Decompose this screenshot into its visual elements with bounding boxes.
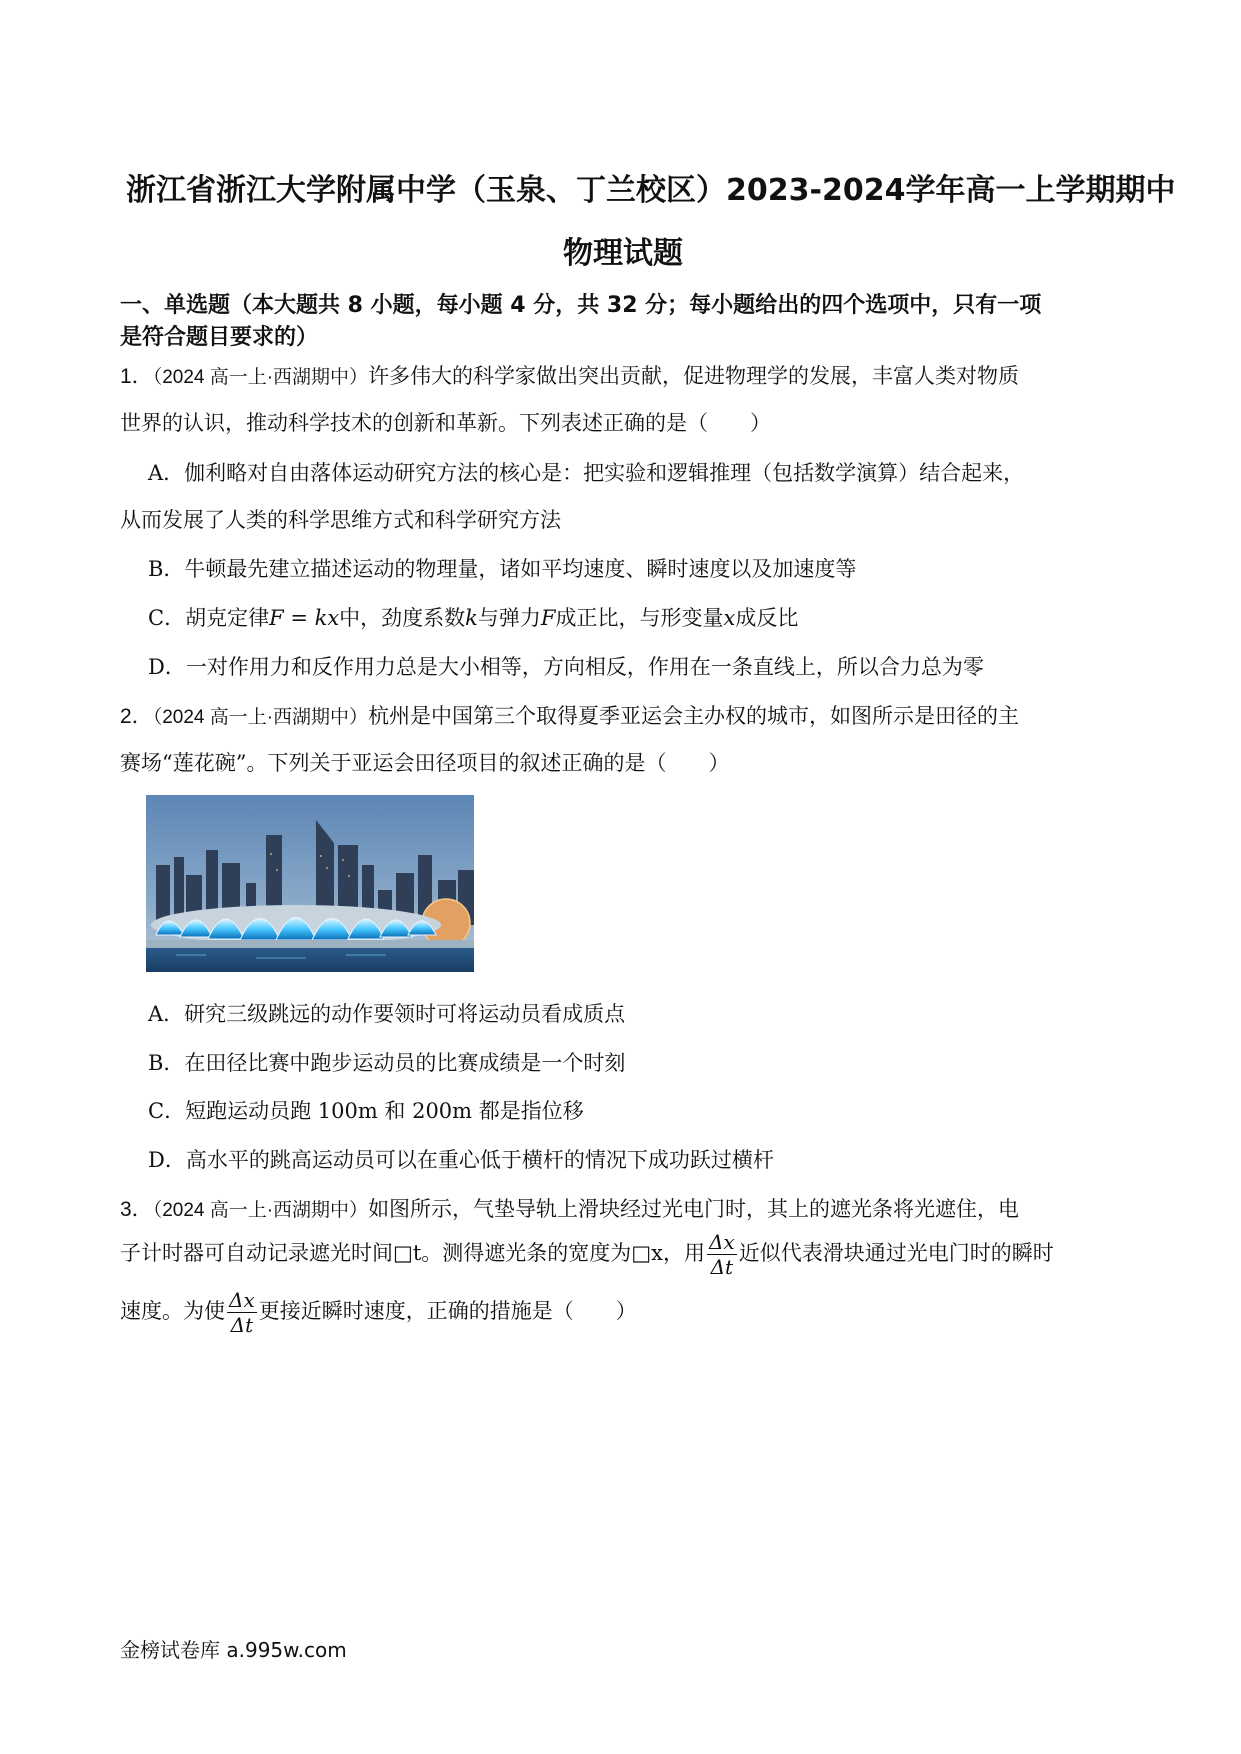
- fraction-denominator: Δt: [230, 1313, 254, 1337]
- question-stem-text: 近似代表滑块通过光电门时的瞬时: [738, 1241, 1054, 1265]
- hooke-law-formula: F = kx: [269, 606, 340, 630]
- question-number: 2．: [120, 705, 153, 728]
- question-1-option-c: [148, 602, 798, 632]
- question-stem-text: 许多伟大的科学家做出突出贡献，促进物理学的发展，丰富人类对物质: [368, 364, 1020, 388]
- section-heading-line2: 是符合题目要求的）: [120, 325, 319, 350]
- option-c-text: 成正比，与形变量: [555, 606, 724, 630]
- question-1-option-a-line2: 从而发展了人类的科学思维方式和科学研究方法: [120, 508, 561, 532]
- symbol-f: F: [540, 606, 556, 630]
- stadium-photo: [146, 795, 474, 972]
- option-c-text: 中，劲度系数: [339, 606, 466, 630]
- footer-watermark: 金榜试卷库 a.995w.com: [120, 1638, 347, 1662]
- symbol-k: k: [465, 606, 478, 630]
- question-2-option-b: B．在田径比赛中跑步运动员的比赛成绩是一个时刻: [148, 1051, 626, 1075]
- question-1-option-a-line1: A．伽利略对自由落体运动研究方法的核心是：把实验和逻辑推理（包括数学演算）结合起来，: [148, 461, 1025, 485]
- section-heading-line1: 一、单选题（本大题共 8 小题，每小题 4 分，共 32 分；每小题给出的四个选项中，只有一项: [120, 293, 1042, 318]
- question-2-stem-line2: 赛场“莲花碗”。下列关于亚运会田径项目的叙述正确的是（ ）: [120, 751, 730, 775]
- option-c-text: 与弹力: [477, 606, 541, 630]
- question-1-option-d: D．一对作用力和反作用力总是大小相等，方向相反，作用在一条直线上，所以合力总为零: [148, 655, 984, 679]
- fraction-numerator: Δx: [229, 1288, 255, 1312]
- question-3-stem-line3: [120, 1290, 637, 1335]
- question-2-option-a: A．研究三级跳远的动作要领时可将运动员看成质点: [148, 1002, 626, 1026]
- question-1-option-b: B．牛顿最先建立描述运动的物理量，诸如平均速度、瞬时速度以及加速度等: [148, 557, 857, 581]
- question-stem-text: 如图所示，气垫导轨上滑块经过光电门时，其上的遮光条将光遮住，电: [368, 1197, 1020, 1221]
- option-c-text: C．胡克定律: [148, 606, 270, 630]
- symbol-x: x: [723, 606, 736, 630]
- question-stem-text: 杭州是中国第三个取得夏季亚运会主办权的城市，如图所示是田径的主: [368, 704, 1020, 728]
- page-title-line2: 物理试题: [563, 236, 683, 271]
- question-number: 3．: [120, 1198, 153, 1221]
- fraction-denominator: Δt: [710, 1255, 734, 1279]
- question-stem-text: 更接近瞬时速度，正确的措施是（ ）: [258, 1299, 637, 1323]
- question-number: 1．: [120, 365, 153, 388]
- question-2-option-c: C．短跑运动员跑 100m 和 200m 都是指位移: [148, 1099, 584, 1123]
- question-stem-text: 速度。为使: [120, 1299, 225, 1323]
- question-2-stem-line1: [120, 700, 1019, 730]
- option-c-text: 成反比: [735, 606, 799, 630]
- page-title-line1: 浙江省浙江大学附属中学（玉泉、丁兰校区）2023-2024学年高一上学期期中: [126, 173, 1176, 208]
- question-stem-text: 子计时器可自动记录遮光时间□t。测得遮光条的宽度为□x，用: [120, 1241, 705, 1265]
- fraction-dx-dt: [707, 1232, 737, 1277]
- fraction-dx-dt: [227, 1290, 257, 1335]
- question-source: （2024 高一上·西湖期中）: [152, 707, 369, 728]
- question-source: （2024 高一上·西湖期中）: [152, 367, 369, 388]
- question-3-stem-line1: [120, 1193, 1019, 1223]
- fraction-numerator: Δx: [708, 1230, 735, 1254]
- question-3-stem-line2: [120, 1232, 1054, 1277]
- question-1-stem-line2: 世界的认识，推动科学技术的创新和革新。下列表述正确的是（ ）: [120, 411, 771, 435]
- question-2-option-d: D．高水平的跳高运动员可以在重心低于横杆的情况下成功跃过横杆: [148, 1148, 774, 1172]
- question-source: （2024 高一上·西湖期中）: [152, 1200, 369, 1221]
- question-1-stem-line1: [120, 360, 1019, 390]
